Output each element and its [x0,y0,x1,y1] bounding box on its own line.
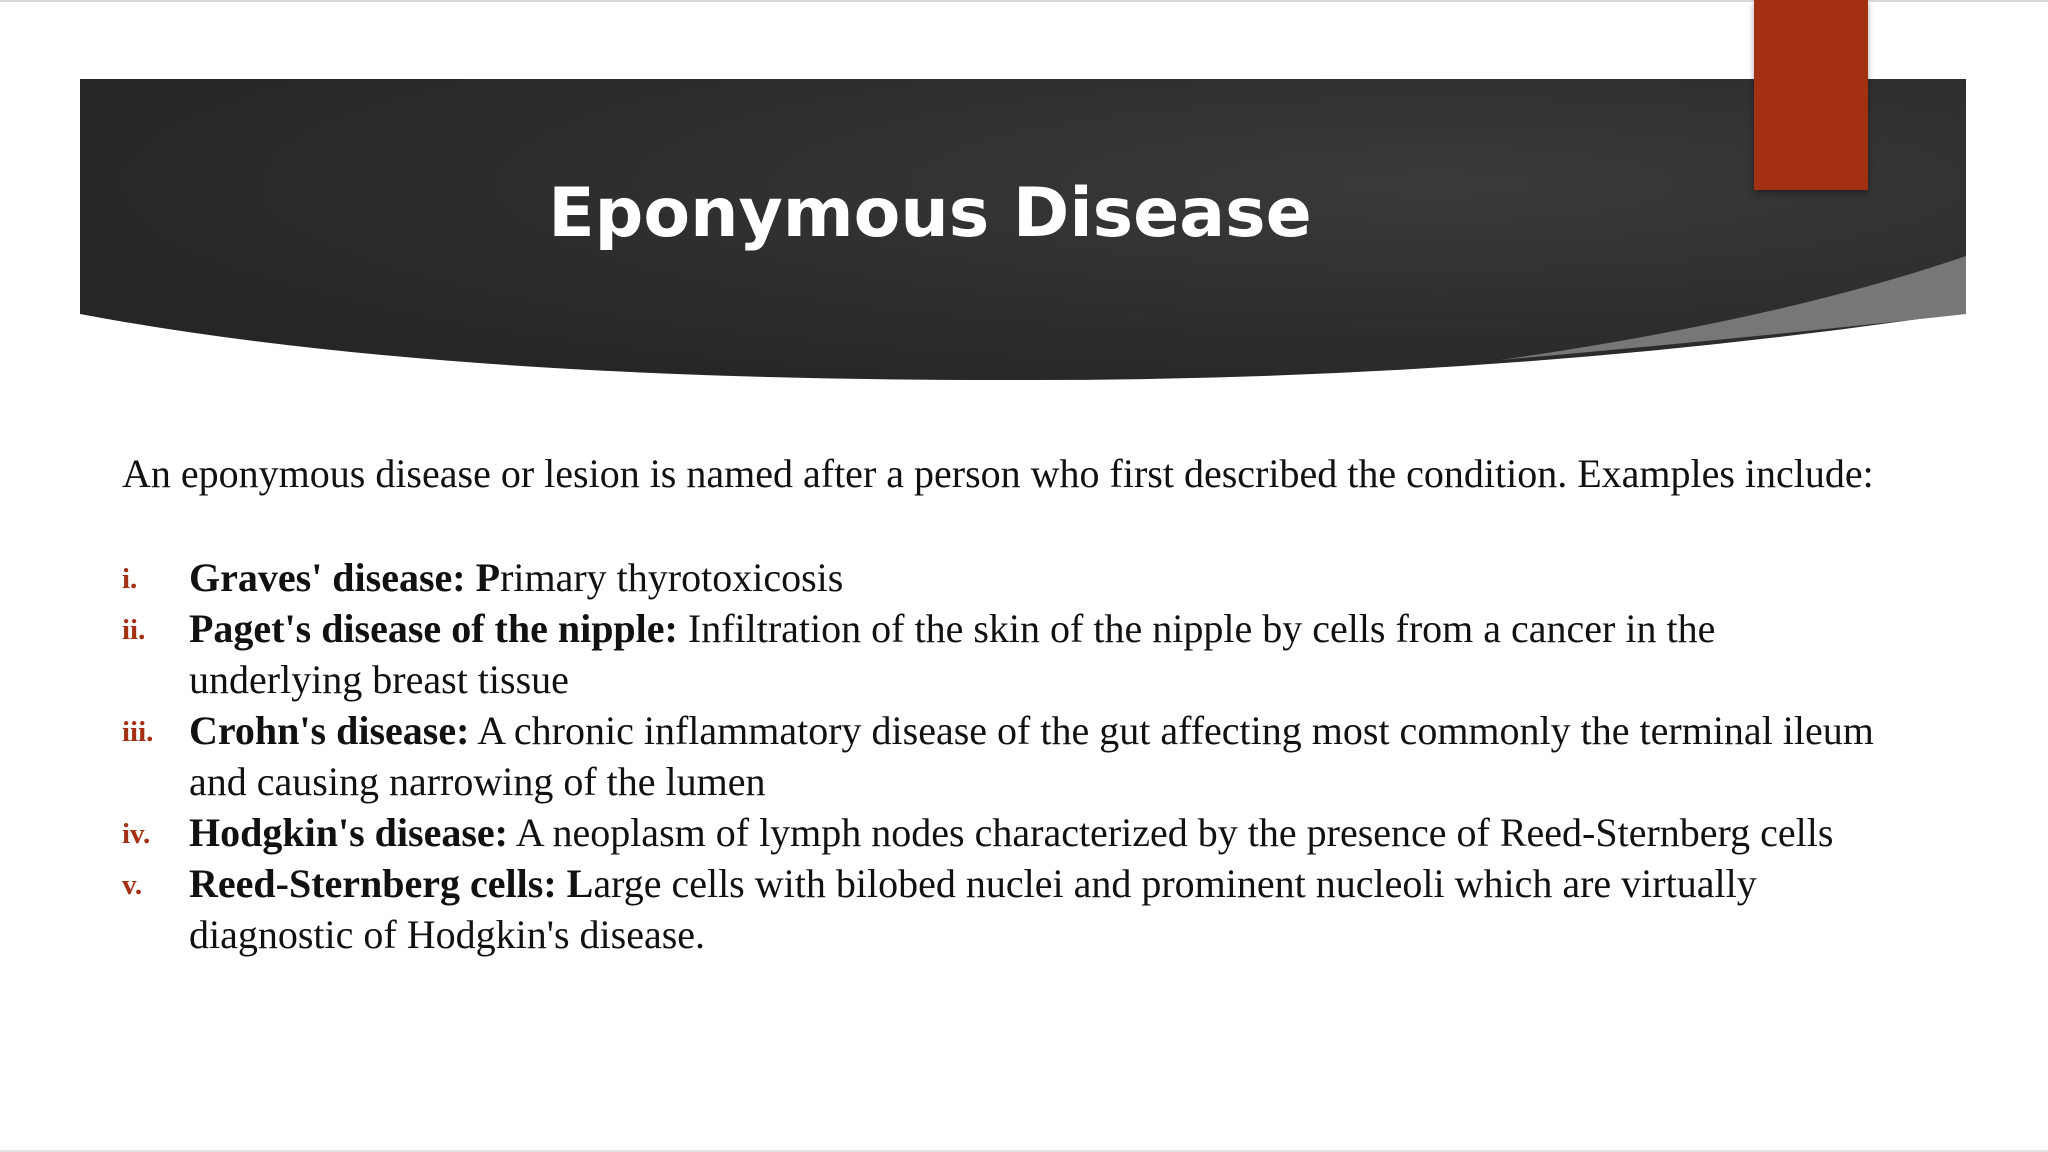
slide-content [122,448,1897,960]
term: Graves' disease: [189,555,466,600]
slide-title: Eponymous Disease [548,174,1312,253]
definition: arge cells with bilobed nuclei and prominent nucleoli which are virtually diagnostic of Hodgkin's disease. [189,861,1757,957]
list-item [122,858,1897,960]
term-initial: L [566,861,594,906]
definition: A chronic inflammatory disease of the gut affecting most commonly the terminal ileum and causing narrowing of the lumen [189,708,1874,804]
list-item [122,603,1897,705]
list-item [122,552,1897,603]
list-number: iv. [122,818,151,850]
list-item [122,705,1897,807]
definition: Infiltration of the skin of the nipple by cells from a cancer in the underlying breast tissue [189,606,1716,702]
term: Reed-Sternberg cells: [189,861,557,906]
list-number: v. [122,869,143,901]
list-item [122,807,1897,858]
accent-tab [1754,0,1868,190]
term: Hodgkin's disease: [189,810,508,855]
term: Crohn's disease: [189,708,470,753]
term: Paget's disease of the nipple: [189,606,678,651]
definition: rimary thyrotoxicosis [500,555,844,600]
intro-paragraph: An eponymous disease or lesion is named after a person who first described the condition. Examples include: [122,451,1874,496]
list-number: iii. [122,716,154,748]
term-initial: P [475,555,501,600]
list-number: i. [122,563,138,595]
definition: A neoplasm of lymph nodes characterized by the presence of Reed-Sternberg cells [507,810,1834,855]
list-number: ii. [122,614,146,646]
examples-list [122,552,1897,960]
